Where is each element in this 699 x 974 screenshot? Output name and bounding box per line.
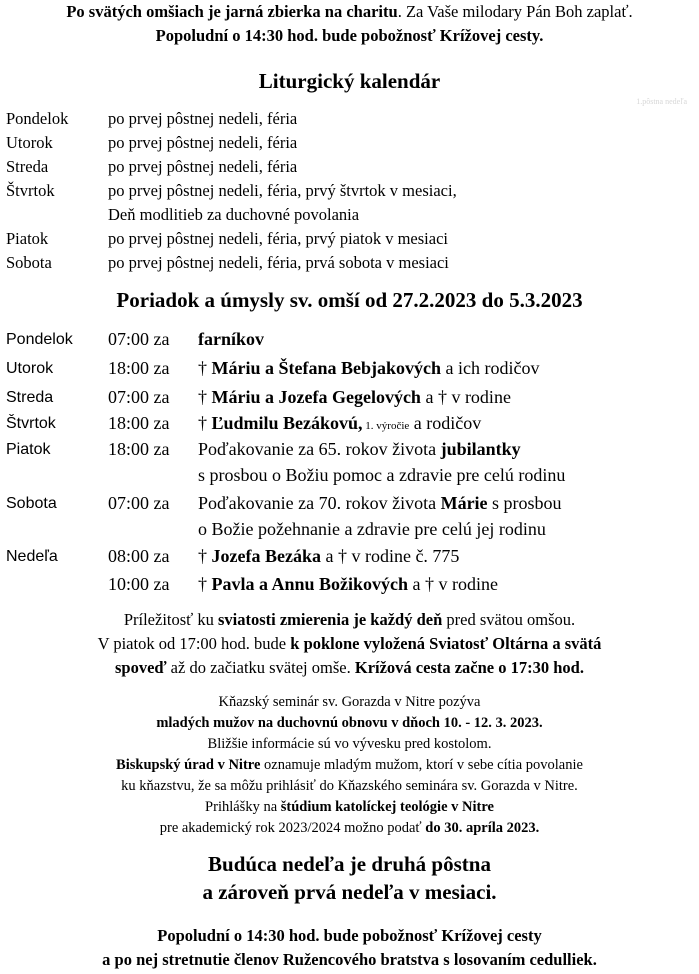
faint-note: 1.pôstna nedeľa [636,97,687,106]
masses-title: Poriadok a úmysly sv. omší od 27.2.2023 do 5.3.2023 [116,288,583,312]
mass-intention [198,493,562,514]
mass-intention-a: Poďakovanie za 70. rokov života [198,493,441,513]
seminary-line [0,757,699,774]
bottom-notice-line: a po nej stretnutie členov Ružencového bratstva s losovaním cedulliek. [102,950,597,969]
mass-intention-a: † [198,413,212,433]
mass-time: 10:00 za [108,574,170,594]
mass-intention-a: † [198,387,212,407]
mass-intention-a: † [198,546,212,566]
text-part-bold: štúdium katolíckej teológie v Nitre [280,799,494,815]
mass-intention-a: Poďakovanie za 65. rokov života [198,439,441,459]
calendar-day: Sobota [6,253,52,272]
next-sunday-line: Budúca nedeľa je druhá pôstna [208,852,491,876]
mass-intention-c: a † v rodine [420,387,511,407]
text-part-bold: k poklone vyložená Sviatosť Oltárna a svätá [290,634,602,653]
mass-time: 18:00 za [108,358,170,378]
mass-day: Štvrtok [6,415,56,432]
mass-intention [198,439,521,460]
mass-intention [198,387,511,408]
mass-intention-c: a † v rodine č. 775 [320,546,460,566]
mass-day: Streda [6,389,54,406]
mass-day: Nedeľa [6,548,58,565]
charity-collection-rest: . Za Vaše milodary Pán Boh zaplať. [397,2,633,21]
mass-day: Sobota [6,495,57,512]
text-part: Príležitosť ku [123,610,218,629]
mass-intention [198,329,264,350]
calendar-text: po prvej pôstnej nedeli, féria [108,157,298,176]
mass-intention-c: a rodičov [409,413,482,433]
seminary-line: mladých mužov na duchovnú obnovu v dňoch 10. - 12. 3. 2023. [156,715,543,731]
text-part-bold: spoveď [115,658,167,677]
mass-intention-bold: Pavla a Annu Božikových [211,574,409,594]
calendar-day: Utorok [6,133,53,152]
mass-time: 07:00 za [108,329,170,349]
calendar-day: Piatok [6,229,49,248]
mass-intention-c: s prosbou [487,493,562,513]
next-sunday-line: a zároveň prvá nedeľa v mesiaci. [202,880,497,904]
mass-intention-bold: Jozefa Bezáka [211,546,321,566]
charity-collection-bold: Po svätých omšiach je jarná zbierka na charitu [66,2,398,21]
way-of-cross-notice: Popoludní o 14:30 hod. bude pobožnosť Krížovej cesty. [155,26,544,45]
mass-time: 18:00 za [108,439,170,459]
calendar-day: Štvrtok [6,181,55,200]
text-part-bold: do 30. apríla 2023. [425,820,540,836]
anniversary-note: 1. výročie [362,420,410,432]
calendar-title: Liturgický kalendár [258,69,441,93]
mass-time: 08:00 za [108,546,170,566]
text-part-bold: Krížová cesta začne o 17:30 hod. [354,658,584,677]
seminary-line: Bližšie informácie sú vo vývesku pred kostolom. [207,736,492,752]
mass-intention-a: † [198,358,212,378]
seminary-line [0,799,699,816]
mass-day: Utorok [6,360,54,377]
calendar-text: Deň modlitieb za duchovné povolania [108,205,360,224]
mass-intention [198,574,498,595]
mass-intention-continued: s prosbou o Božiu pomoc a zdravie pre celú rodinu [198,465,566,485]
mass-day: Pondelok [6,331,73,348]
mass-intention-bold: farníkov [198,329,265,349]
text-part: V piatok od 17:00 hod. bude [97,634,291,653]
mass-time: 07:00 za [108,493,170,513]
mass-intention-bold: Máriu a Jozefa Gegelových [211,387,421,407]
calendar-text: po prvej pôstnej nedeli, féria, prvý štvrtok v mesiaci, [108,181,457,200]
mass-intention [198,546,459,567]
mass-intention-bold: Márie [440,493,488,513]
text-part: pred svätou omšou. [442,610,576,629]
seminary-line [0,820,699,837]
text-part: Prihlášky na [205,799,281,815]
mass-intention [198,358,539,379]
text-part: až do začiatku svätej omše. [166,658,355,677]
text-part: oznamuje mladým mužom, ktorí v sebe cítia povolanie [260,757,583,773]
calendar-text: po prvej pôstnej nedeli, féria, prvá sobota v mesiaci [108,253,449,272]
mass-intention-bold: jubilantky [440,439,521,459]
mass-time: 07:00 za [108,387,170,407]
confession-line-3 [0,658,699,678]
mass-day: Piatok [6,441,51,458]
mass-intention-c: a † v rodine [408,574,499,594]
confession-line-2 [0,634,699,654]
calendar-text: po prvej pôstnej nedeli, féria [108,133,298,152]
bottom-notice-line: Popoludní o 14:30 hod. bude pobožnosť Krížovej cesty [157,926,542,945]
mass-intention-bold: Máriu a Štefana Bebjakových [211,358,441,378]
seminary-line: Kňazský seminár sv. Gorazda v Nitre pozýva [218,694,481,710]
text-part-bold: sviatosti zmierenia je každý deň [217,610,443,629]
text-part-bold: Biskupský úrad v Nitre [116,757,261,773]
mass-intention [198,413,481,434]
charity-collection-notice [0,2,699,22]
calendar-day: Streda [6,157,49,176]
confession-line-1 [0,610,699,630]
mass-intention-c: a ich rodičov [441,358,540,378]
calendar-day: Pondelok [6,109,69,128]
text-part: pre akademický rok 2023/2024 možno podať [159,820,426,836]
mass-intention-bold: Ľudmilu Bezákovú, [211,413,363,433]
mass-time: 18:00 za [108,413,170,433]
mass-intention-continued: o Božie požehnanie a zdravie pre celú jej rodinu [198,519,546,539]
seminary-line: ku kňazstvu, že sa môžu prihlásiť do Kňazského seminára sv. Gorazda v Nitre. [121,778,578,794]
mass-intention-a: † [198,574,212,594]
calendar-text: po prvej pôstnej nedeli, féria [108,109,298,128]
calendar-text: po prvej pôstnej nedeli, féria, prvý piatok v mesiaci [108,229,448,248]
